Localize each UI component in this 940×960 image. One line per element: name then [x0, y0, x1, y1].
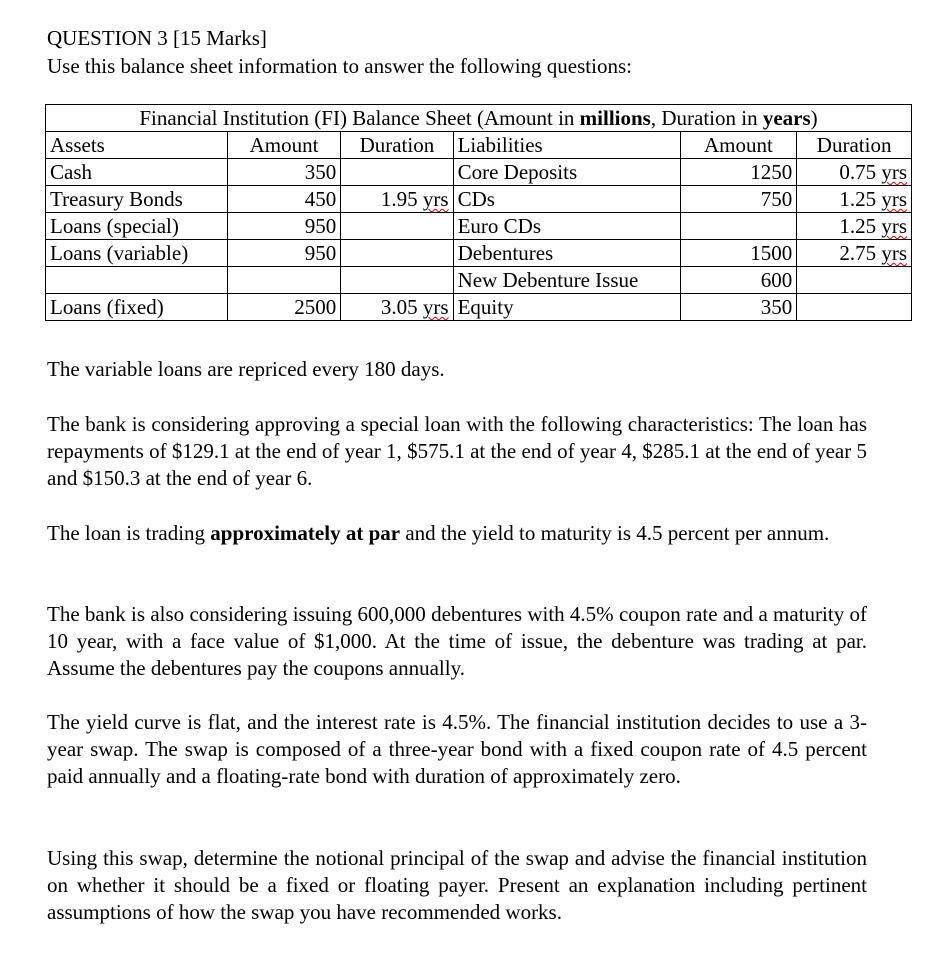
paragraph-task: Using this swap, determine the notional principal of the swap and advise the financial institution on whether it should be a fixed or floating payer. Present an explanation including pertinent assumptions of how the swap you have recommended works. [47, 846, 867, 924]
column-header: Amount [680, 132, 797, 159]
column-header: Assets [46, 132, 228, 159]
paragraph-debentures: The bank is also considering issuing 600,000 debentures with 4.5% coupon rate and a maturity of 10 year, with a face value of $1,000. At the time of issue, the debenture was trading at par. Assume the debentures pay the coupons annually. [47, 602, 867, 680]
column-header: Amount [227, 132, 340, 159]
table-cell: Equity [453, 294, 680, 321]
table-cell: Loans (fixed) [46, 294, 228, 321]
table-cell: Treasury Bonds [46, 186, 228, 213]
table-cell: 1.25 yrs [797, 213, 912, 240]
table-row [46, 186, 912, 213]
table-cell [227, 267, 340, 294]
table-cell: 450 [227, 186, 340, 213]
paragraph-swap: The yield curve is flat, and the interest rate is 4.5%. The financial institution decides to use a 3-year swap. The swap is composed of a three-year bond with a fixed coupon rate of 4.5 percent paid annually and a floating-rate bond with duration of approximately zero. [47, 710, 867, 788]
table-row [46, 240, 912, 267]
table-cell: Loans (special) [46, 213, 228, 240]
table-cell: 2.75 yrs [797, 240, 912, 267]
table-cell: 950 [227, 213, 340, 240]
table-row [46, 294, 912, 321]
paragraph-loan-par: The loan is trading approximately at par and the yield to maturity is 4.5 percent per annum. [47, 521, 830, 545]
column-header: Duration [341, 132, 453, 159]
table-cell: 2500 [227, 294, 340, 321]
table-cell: 600 [680, 267, 797, 294]
table-cell [341, 240, 453, 267]
table-cell: Core Deposits [453, 159, 680, 186]
table-cell: 3.05 yrs [341, 294, 453, 321]
table-cell [46, 267, 228, 294]
table-cell: 0.75 yrs [797, 159, 912, 186]
table-cell [797, 267, 912, 294]
table-cell: Euro CDs [453, 213, 680, 240]
table-cell: Loans (variable) [46, 240, 228, 267]
table-header-row [46, 132, 912, 159]
table-cell: 350 [680, 294, 797, 321]
intro-text: Use this balance sheet information to answer the following questions: [47, 54, 632, 78]
column-header: Liabilities [453, 132, 680, 159]
table-cell [341, 213, 453, 240]
table-cell: 350 [227, 159, 340, 186]
table-cell [341, 267, 453, 294]
table-cell: 1250 [680, 159, 797, 186]
balance-sheet-table [45, 104, 912, 321]
table-cell: Debentures [453, 240, 680, 267]
table-cell [797, 294, 912, 321]
table-cell [680, 213, 797, 240]
table-cell: 1500 [680, 240, 797, 267]
table-row [46, 267, 912, 294]
table-cell: 950 [227, 240, 340, 267]
table-cell: Cash [46, 159, 228, 186]
table-row [46, 213, 912, 240]
table-cell: CDs [453, 186, 680, 213]
column-header: Duration [797, 132, 912, 159]
paragraph-repricing: The variable loans are repriced every 180 days. [47, 357, 445, 381]
paragraph-special-loan: The bank is considering approving a special loan with the following characteristics: The loan has repayments of $129.1 at the end of year 1, $575.1 at the end of year 4, $285.1 at the end of year 5 and $150.3 at the end of year 6. [47, 412, 867, 490]
table-title: Financial Institution (FI) Balance Sheet (Amount in millions, Duration in years) [46, 105, 912, 132]
table-cell: 750 [680, 186, 797, 213]
table-cell: New Debenture Issue [453, 267, 680, 294]
table-cell: 1.25 yrs [797, 186, 912, 213]
question-heading: QUESTION 3 [15 Marks] [47, 26, 267, 50]
table-cell [341, 159, 453, 186]
table-row [46, 159, 912, 186]
table-cell: 1.95 yrs [341, 186, 453, 213]
